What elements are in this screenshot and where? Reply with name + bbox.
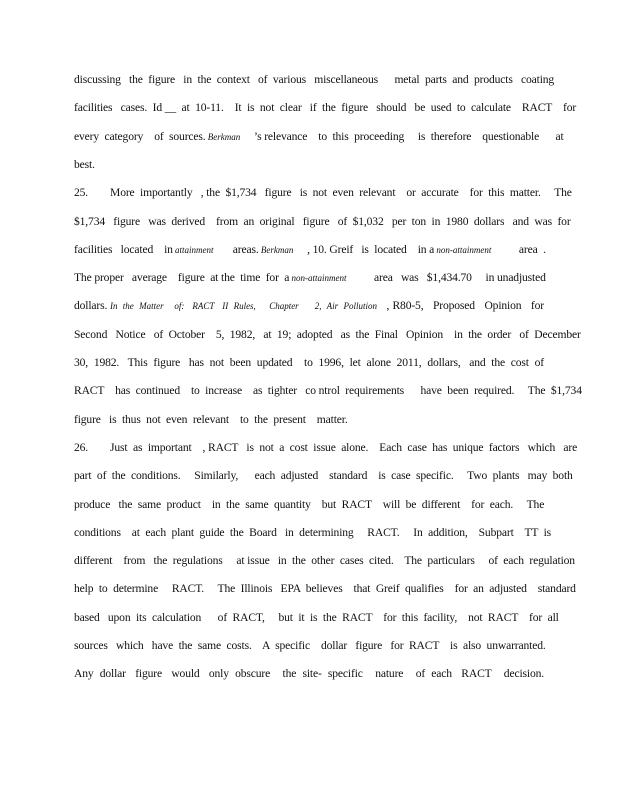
- italic-citation: Berkman: [258, 244, 294, 255]
- line-text: facilities cases. Id __ at 10-11. It is not clear if the figure should be used to calculate RACT for: [74, 101, 577, 115]
- text-line: [74, 214, 571, 229]
- line-text: 30, 1982. This figure has not been updated to 1996, let alone 2011, dollars, and the cost of: [74, 356, 544, 369]
- text-line: [74, 299, 544, 313]
- text-line: [74, 73, 555, 87]
- text-line: [74, 525, 552, 540]
- line-text: , 10. Greif is located in a: [293, 242, 435, 256]
- line-text: RACT has continued to increase as tighter co ntrol requirements have been required. The $1,734: [74, 384, 582, 398]
- line-text: Second Notice of October 5, 1982, at 19; adopted as the Final Opinion in the order of December: [74, 327, 581, 341]
- line-text: dollars.: [74, 299, 108, 313]
- line-text: discussing the figure in the context of various miscellaneous metal parts and products coating: [74, 73, 555, 86]
- text-line: [74, 243, 544, 257]
- line-text: figure is thus not even relevant to the present matter.: [74, 412, 348, 426]
- line-text: areas.: [213, 242, 259, 256]
- line-text: sources which have the same costs. A specific dollar figure for RACT is also unwarranted.: [74, 639, 546, 652]
- text-line: [74, 639, 544, 653]
- text-line: [74, 186, 572, 200]
- text-line: [74, 582, 576, 596]
- line-text: area was $1,434.70 in unadjusted: [346, 271, 546, 285]
- line-text: area .: [491, 242, 546, 256]
- line-text: different from the regulations at issue in the other cases cited. The particulars of each regulation: [74, 554, 575, 568]
- text-line: [74, 129, 564, 144]
- line-text: 26. Just as important , RACT is not a cost issue alone. Each case has unique factors which are: [74, 440, 578, 454]
- italic-citation: non-attainment: [289, 273, 347, 284]
- text-line: [74, 327, 581, 342]
- line-text: 25. More importantly , the $1,734 figure is not even relevant or accurate for this matter. The: [74, 186, 572, 200]
- text-line: [74, 384, 582, 398]
- line-text: produce the same product in the same quantity but RACT will be different for each. The: [74, 497, 545, 511]
- line-text: based upon its calculation of RACT, but it is the RACT for this facility, not RACT for all: [74, 610, 559, 624]
- text-line: [74, 158, 544, 172]
- text-line: [74, 101, 577, 115]
- line-text: Any dollar figure would only obscure the site- specific nature of each RACT decision.: [74, 667, 544, 681]
- line-text: ’s relevance to this proceeding is therefore questionable at: [240, 129, 564, 143]
- line-text: help to determine RACT. The Illinois EPA believes that Greif qualifies for an adjusted standard: [74, 582, 576, 596]
- text-line: [74, 469, 573, 483]
- text-line: [74, 610, 559, 625]
- text-line: [74, 356, 544, 370]
- line-text: best.: [74, 157, 95, 171]
- italic-citation: attainment: [172, 244, 214, 255]
- text-line: [74, 413, 544, 427]
- line-text: The proper average figure at the time for a: [74, 271, 290, 285]
- line-text: every category of sources.: [74, 129, 206, 143]
- line-text: conditions at each plant guide the Board in determining RACT. In addition, Subpart TT is: [74, 525, 552, 539]
- text-line: [74, 271, 544, 285]
- line-text: , R80-5, Proposed Opinion for: [377, 299, 544, 313]
- text-line: [74, 667, 544, 681]
- line-text: $1,734 figure was derived from an original figure of $1,032 per ton in 1980 dollars and was for: [74, 214, 571, 228]
- text-line: [74, 440, 578, 455]
- line-text: facilities located in: [74, 242, 173, 256]
- italic-citation: In the Matter of: RACT II Rules, Chapter 2, Air Pollution: [107, 301, 378, 312]
- line-text: part of the conditions. Similarly, each adjusted standard is case specific. Two plants may both: [74, 469, 573, 483]
- italic-citation: Berkman: [205, 131, 241, 142]
- italic-citation: non-attainment: [434, 244, 492, 255]
- text-line: [74, 498, 544, 512]
- text-line: [74, 554, 575, 568]
